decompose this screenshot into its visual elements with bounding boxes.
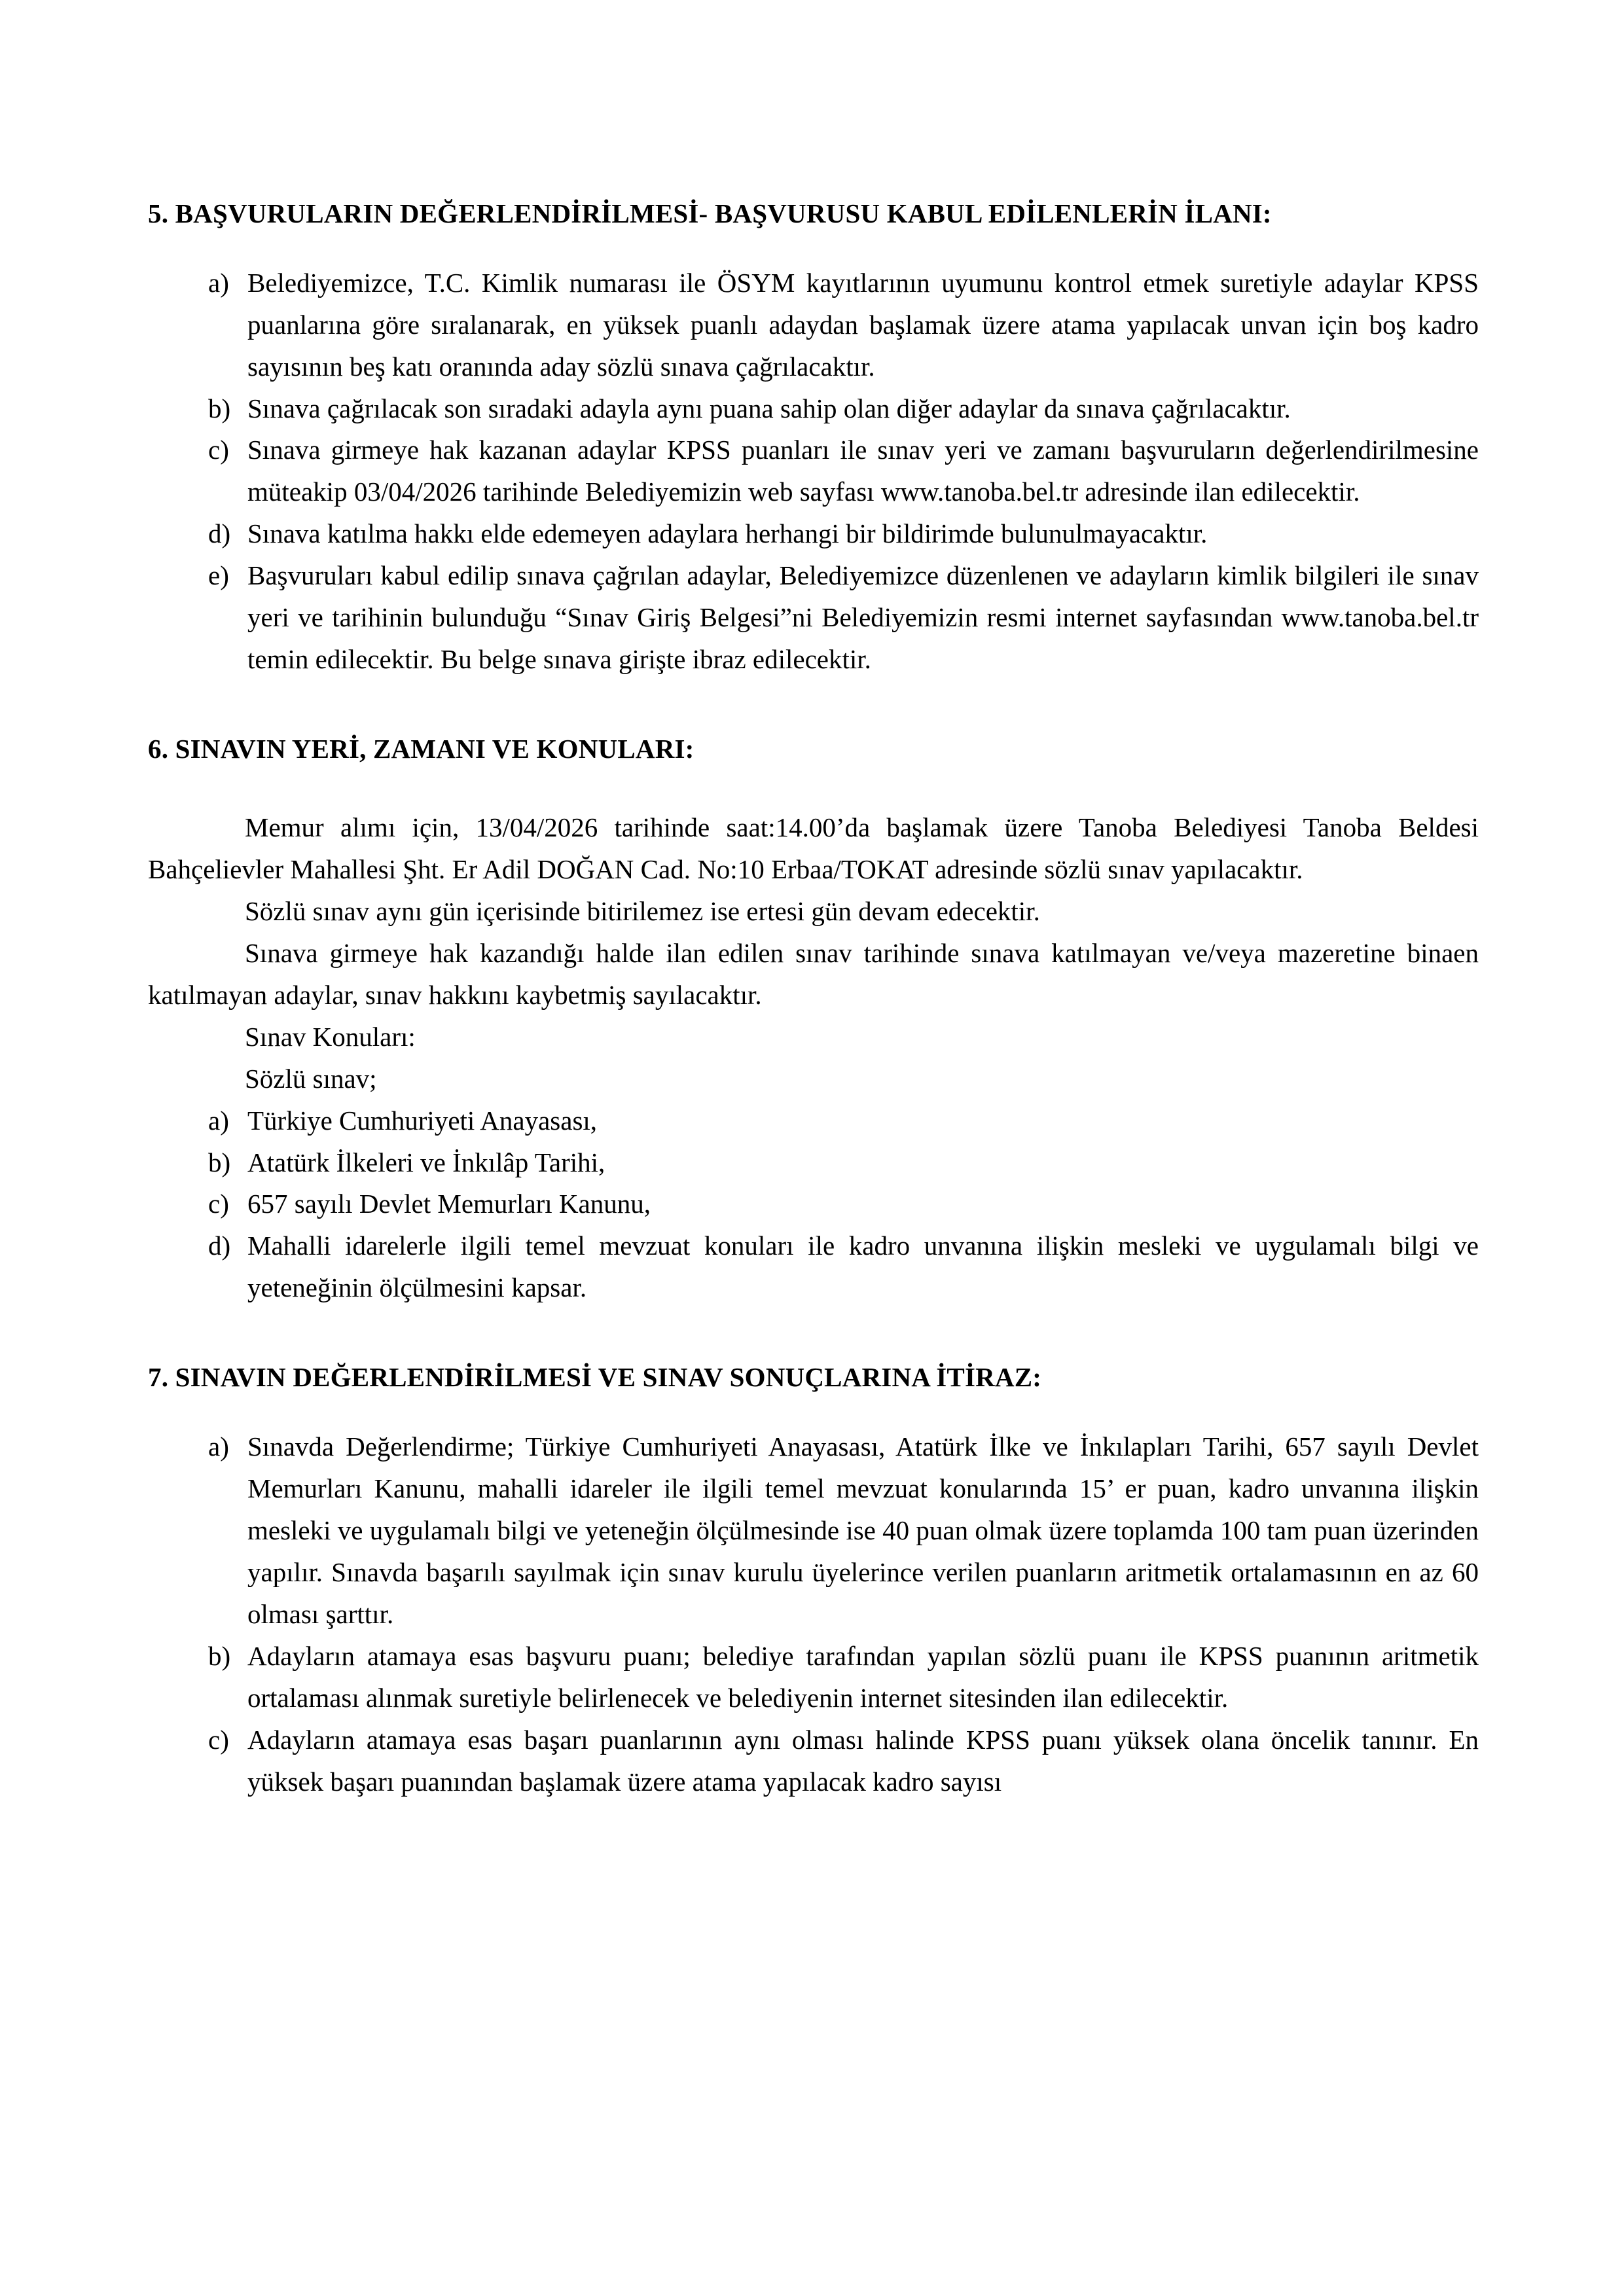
spacer bbox=[148, 769, 1479, 807]
list-item bbox=[148, 1426, 1479, 1636]
section-7-list bbox=[148, 1426, 1479, 1803]
section-5-heading bbox=[148, 194, 1479, 234]
list-item bbox=[148, 1183, 1479, 1225]
spacer bbox=[148, 1309, 1479, 1357]
list-item bbox=[148, 1225, 1479, 1309]
spacer bbox=[148, 681, 1479, 729]
list-item bbox=[148, 1142, 1479, 1184]
list-marker: c) bbox=[208, 435, 229, 465]
list-marker: c) bbox=[208, 1189, 229, 1219]
page-content bbox=[148, 194, 1479, 1803]
list-item bbox=[148, 388, 1479, 430]
exam-subjects-label: Sınav Konuları: bbox=[245, 1021, 416, 1052]
list-item-text: Türkiye Cumhuriyeti Anayasası, bbox=[247, 1105, 598, 1136]
spacer bbox=[148, 1397, 1479, 1426]
section-6-heading: 6. SINAVIN YERİ, ZAMANI VE KONULARI: bbox=[148, 734, 695, 764]
list-item-text: Başvuruları kabul edilip sınava çağrılan adaylar, Belediyemizce düzenlenen ve adayların kimlik bilgileri ile sınav yeri ve tarihinin bulunduğu “Sınav Giriş Belgesi”ni Belediyemizin resmi internet sayfasından www.tanoba.bel.tr temin edilecektir. Bu belge sınava girişte ibraz edilecektir. bbox=[247, 560, 1479, 675]
list-marker: e) bbox=[208, 560, 229, 591]
list-item bbox=[148, 262, 1479, 388]
list-item-text: Mahalli idarelerle ilgili temel mevzuat konuları ile kadro unvanına ilişkin mesleki ve uygulamalı bilgi ve yeteneğinin ölçülmesini kapsar. bbox=[247, 1230, 1479, 1303]
section-5-heading-line-2: İLANI: bbox=[1184, 198, 1272, 228]
section-7-heading: 7. SINAVIN DEĞERLENDİRİLMESİ VE SINAV SONUÇLARINA İTİRAZ: bbox=[148, 1362, 1042, 1393]
exam-mode-label: Sözlü sınav; bbox=[245, 1063, 377, 1094]
exam-subjects-list bbox=[148, 1100, 1479, 1310]
list-item bbox=[148, 513, 1479, 555]
list-marker: a) bbox=[208, 1431, 229, 1462]
section-5-heading-line-1: 5. BAŞVURULARIN DEĞERLENDİRİLMESİ- BAŞVURUSU KABUL EDİLENLERİN bbox=[148, 198, 1178, 228]
section-5-list bbox=[148, 262, 1479, 681]
list-item-text: Adayların atamaya esas başarı puanlarının aynı olması halinde KPSS puanı yüksek olana öncelik tanınır. En yüksek başarı puanından başlamak üzere atama yapılacak kadro sayısı bbox=[247, 1724, 1479, 1797]
list-marker: a) bbox=[208, 1105, 229, 1136]
list-item bbox=[148, 1719, 1479, 1803]
list-item bbox=[148, 429, 1479, 513]
list-marker: b) bbox=[208, 1147, 231, 1177]
list-marker: b) bbox=[208, 1640, 231, 1671]
list-item-text: Sınava çağrılacak son sıradaki adayla aynı puana sahip olan diğer adaylar da sınava çağrılacaktır. bbox=[247, 393, 1291, 423]
list-item-text: Sınavda Değerlendirme; Türkiye Cumhuriyeti Anayasası, Atatürk İlke ve İnkılapları Tarihi, 657 sayılı Devlet Memurları Kanunu, mahalli idareler ile ilgili temel mevzuat konularında 15’ er puan, kadro unvanına ilişkin mesleki ve uygulamalı bilgi ve yeteneğin ölçülmesinde ise 40 puan olmak üzere toplamda 100 tam puan üzerinden yapılır. Sınavda başarılı sayılmak için sınav kurulu üyelerince verilen puanların aritmetik ortalamasının en az 60 olması şarttır. bbox=[247, 1431, 1479, 1629]
list-item-text: Sınava girmeye hak kazanan adaylar KPSS puanları ile sınav yeri ve zamanı başvuruların değerlendirilmesine müteakip 03/04/2026 tarihinde Belediyemizin web sayfası www.tanoba.bel.tr adresinde ilan edilecektir. bbox=[247, 435, 1479, 507]
list-item bbox=[148, 1636, 1479, 1719]
list-marker: d) bbox=[208, 1230, 231, 1261]
list-marker: b) bbox=[208, 393, 231, 423]
list-item-text: 657 sayılı Devlet Memurları Kanunu, bbox=[247, 1189, 651, 1219]
list-item-text: Atatürk İlkeleri ve İnkılâp Tarihi, bbox=[247, 1147, 605, 1177]
list-item bbox=[148, 555, 1479, 681]
list-marker: d) bbox=[208, 518, 231, 549]
list-item-text: Adayların atamaya esas başvuru puanı; belediye tarafından yapılan sözlü puanı ile KPSS puanının aritmetik ortalaması alınmak suretiyle belirlenecek ve belediyenin internet sitesinden ilan edilecektir. bbox=[247, 1640, 1479, 1713]
list-marker: a) bbox=[208, 267, 229, 298]
list-item-text: Belediyemizce, T.C. Kimlik numarası ile ÖSYM kayıtlarının uyumunu kontrol etmek suretiyle adaylar KPSS puanlarına göre sıralanarak, en yüksek puanlı adaydan başlamak üzere atama yapılacak unvan için boş kadro sayısının beş katı oranında aday sözlü sınava çağrılacaktır. bbox=[247, 267, 1479, 382]
section-6-paragraph-2: Sözlü sınav aynı gün içerisinde bitirilemez ise ertesi gün devam edecektir. bbox=[245, 895, 1040, 926]
list-item bbox=[148, 1100, 1479, 1142]
section-6-paragraph-3: Sınava girmeye hak kazandığı halde ilan edilen sınav tarihinde sınava katılmayan ve/veya mazeretine binaen katılmayan adaylar, sınav hakkını kaybetmiş sayılacaktır. bbox=[148, 937, 1479, 1010]
section-6-paragraph-1: Memur alımı için, 13/04/2026 tarihinde saat:14.00’da başlamak üzere Tanoba Belediyesi Tanoba Beldesi Bahçelievler Mahallesi Şht. Er Adil DOĞAN Cad. No:10 Erbaa/TOKAT adresinde sözlü sınav yapılacaktır. bbox=[148, 812, 1479, 884]
spacer bbox=[148, 234, 1479, 262]
list-marker: c) bbox=[208, 1724, 229, 1755]
list-item-text: Sınava katılma hakkı elde edemeyen adaylara herhangi bir bildirimde bulunulmayacaktır. bbox=[247, 518, 1208, 549]
